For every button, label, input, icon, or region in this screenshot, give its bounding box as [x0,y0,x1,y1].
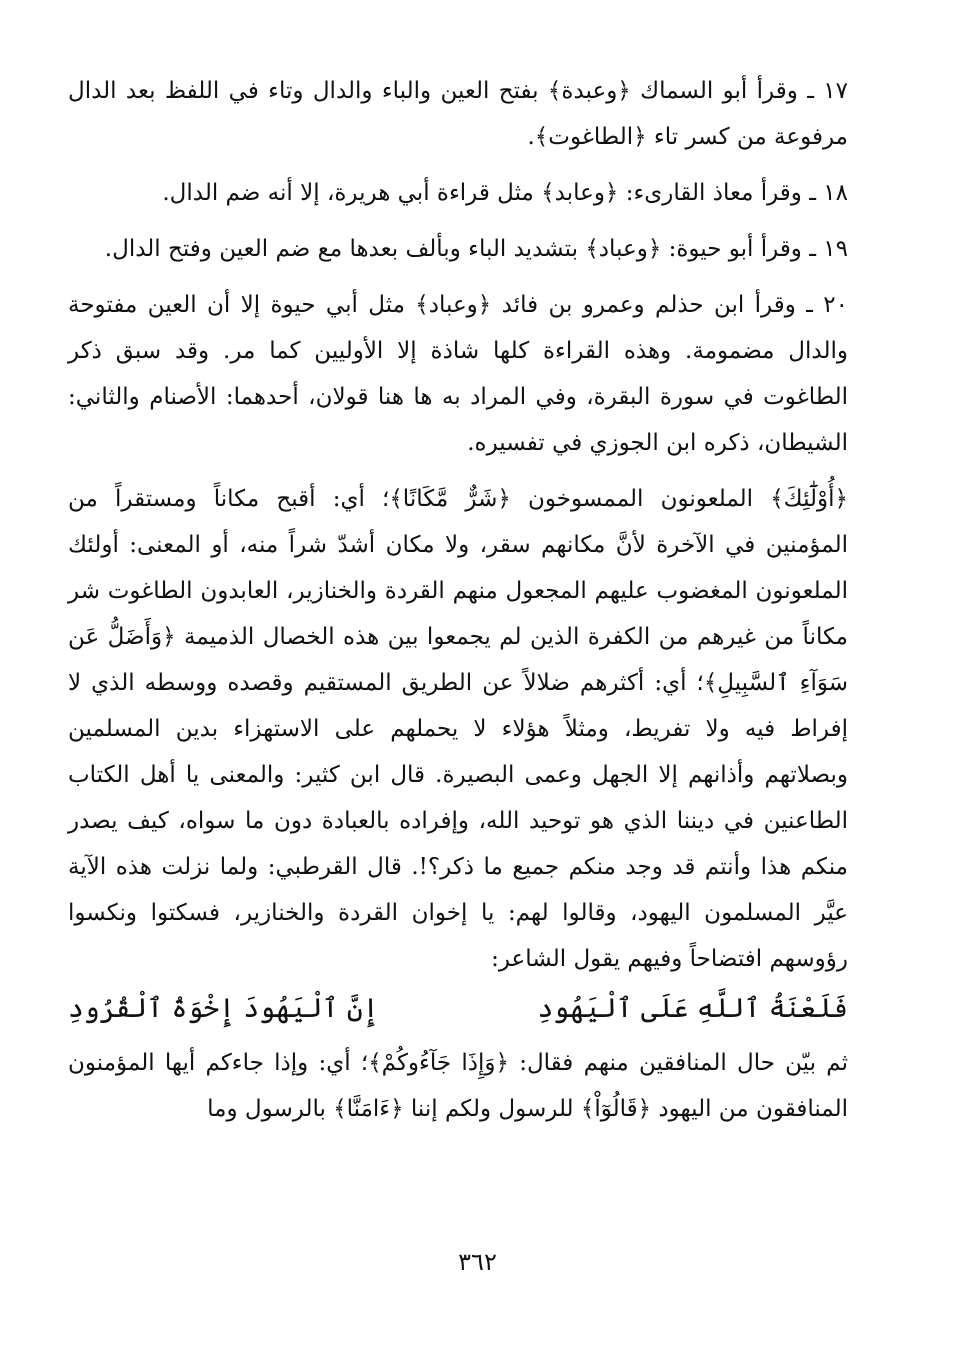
page-number: ٣٦٢ [458,1248,497,1276]
poetry-verse [68,984,848,1034]
commentary-paragraph: ﴿أُوْلَٰٓئِكَ﴾ الملعونون الممسوخون ﴿شَرٌّ مَّكَانًا﴾؛ أي: أقبح مكاناً ومستقراً من المؤمنين في الآخرة لأنَّ مكانهم سقر، ولا مكان أشدّ شراً منه، أو المعنى: أولئك الملعونون المغضوب عليهم المجعول منهم القردة والخنازير، العابدون الطاغوت شر مكاناً من غيرهم من الكفرة الذين لم يجمعوا بين هذه الخصال الذميمة ﴿وَأَضَلُّ عَن سَوَآءِ ٱلسَّبِيلِ﴾؛ أي: أكثرهم ضلالاً عن الطريق المستقيم وقصده ووسطه الذي لا إفراط فيه ولا تفريط، ومثلاً هؤلاء لا يحملهم على الاستهزاء بدين المسلمين وبصلاتهم وأذانهم إلا الجهل وعمى البصيرة. قال ابن كثير: والمعنى يا أهل الكتاب الطاعنين في ديننا الذي هو توحيد الله، وإفراده بالعبادة دون ما سواه، كيف يصدر منكم هذا وأنتم قد وجد منكم جميع ما ذكر؟!. قال القرطبي: ولما نزلت هذه الآية عيَّر المسلمون اليهود، وقالوا لهم: يا إخوان القردة والخنازير، فسكتوا ونكسوا رؤوسهم افتضاحاً وفيهم يقول الشاعر: [68,486,848,972]
footnote-18: ١٨ ـ وقرأ معاذ القارىء: ﴿وعابد﴾ مثل قراءة أبي هريرة، إلا أنه ضم الدال. [162,180,848,206]
closing-paragraph: ثم بيّن حال المنافقين منهم فقال: ﴿وَإِذَا جَآءُوكُمْ﴾؛ أي: وإذا جاءكم أيها المؤمنون المنافقون من اليهود ﴿قَالُوٓاْ﴾ للرسول ولكم إننا ﴿ءَامَنَّا﴾ بالرسول وما [68,1050,848,1122]
footnote-17: ١٧ ـ وقرأ أبو السماك ﴿وعبدة﴾ بفتح العين والباء والدال وتاء في اللفظ بعد الدال مرفوعة من كسر تاء ﴿الطاغوت﴾. [68,78,848,150]
verse-second-hemistich: إِنَّ ٱلْيَهُودَ إِخْوَةُ ٱلْقُرُودِ [68,993,379,1024]
page-body [68,68,848,1132]
verse-first-hemistich: فَلَعْنَةُ ٱللَّهِ عَلَى ٱلْيَهُودِ [537,993,848,1024]
footnote-19: ١٩ ـ وقرأ أبو حيوة: ﴿وعباد﴾ بتشديد الباء وبألف بعدها مع ضم العين وفتح الدال. [104,236,848,262]
footnote-20: ٢٠ ـ وقرأ ابن حذلم وعمرو بن فائد ﴿وعباد﴾ مثل أبي حيوة إلا أن العين مفتوحة والدال مضمومة. وهذه القراءة كلها شاذة إلا الأوليين كما مر. وقد سبق ذكر الطاغوت في سورة البقرة، وفي المراد به ها هنا قولان، أحدهما: الأصنام والثاني: الشيطان، ذكره ابن الجوزي في تفسيره. [68,292,848,456]
